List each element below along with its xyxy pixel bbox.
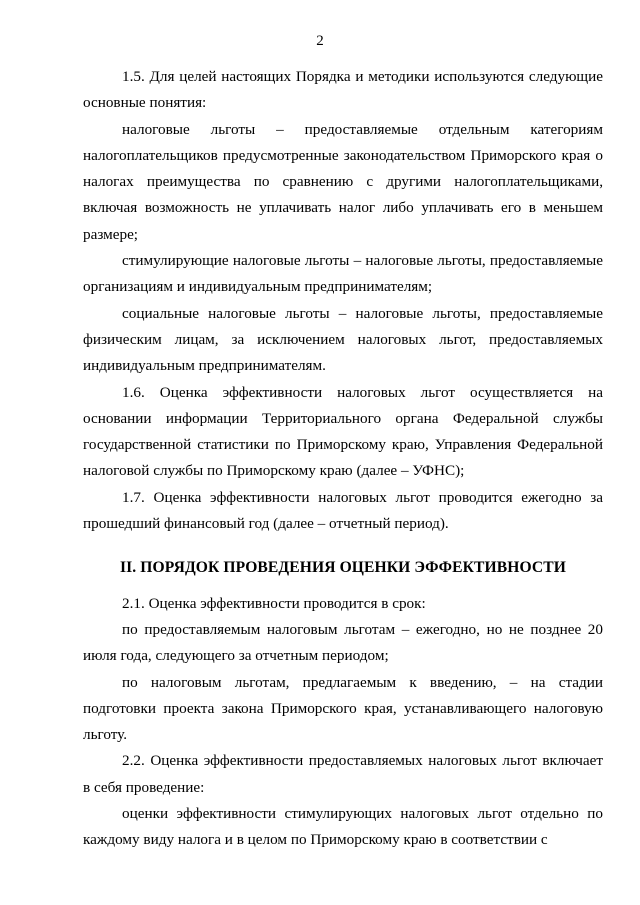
paragraph-2-2: 2.2. Оценка эффективности предоставляемых налоговых льгот включает в себя проведение:	[83, 752, 603, 796]
section-heading: II. ПОРЯДОК ПРОВЕДЕНИЯ ОЦЕНКИ ЭФФЕКТИВНОСТИ	[119, 559, 567, 577]
paragraph-deadline-proposed-benefits: по налоговым льготам, предлагаемым к введению, – на стадии подготовки проекта закона Приморского края, устанавливающего налоговую льготу.	[83, 673, 603, 744]
paragraph-1-7: 1.7. Оценка эффективности налоговых льгот проводится ежегодно за прошедший финансовый год (далее – отчетный период).	[83, 488, 603, 533]
page-number: 2	[316, 33, 324, 49]
paragraph-deadline-existing-benefits: по предоставляемым налоговым льготам – ежегодно, но не позднее 20 июля года, следующего за отчетным периодом;	[83, 620, 603, 665]
paragraph-1-5: 1.5. Для целей настоящих Порядка и методики используются следующие основные понятия:	[83, 68, 603, 112]
paragraph-1-6: 1.6. Оценка эффективности налоговых льгот осуществляется на основании информации Территориального органа Федеральной службы государственной статистики по Приморскому краю, Управления Федеральной налоговой службы по Приморскому краю (далее – УФНС);	[83, 383, 603, 480]
paragraph-stimulating-benefits-definition: стимулирующие налоговые льготы – налоговые льготы, предоставляемые организациям и индивидуальным предпринимателям;	[83, 252, 603, 296]
paragraph-2-1: 2.1. Оценка эффективности проводится в срок:	[122, 594, 426, 612]
document-body	[83, 64, 603, 854]
paragraph-tax-benefits-definition: налоговые льготы – предоставляемые отдельным категориям налогоплательщиков предусмотренные законодательством Приморского края о налогах преимущества по сравнению с другими налогоплательщиками, включая возможность не уплачивать налог либо уплачивать его в меньшем размере;	[83, 120, 603, 243]
paragraph-social-benefits-definition: социальные налоговые льготы – налоговые льготы, предоставляемые физическим лицам, за исключением налоговых льгот, предоставляемых индивидуальным предпринимателям.	[83, 304, 603, 375]
paragraph-evaluation-stimulating: оценки эффективности стимулирующих налоговых льгот отдельно по каждому виду налога и в целом по Приморскому краю в соответствии с	[83, 805, 603, 849]
